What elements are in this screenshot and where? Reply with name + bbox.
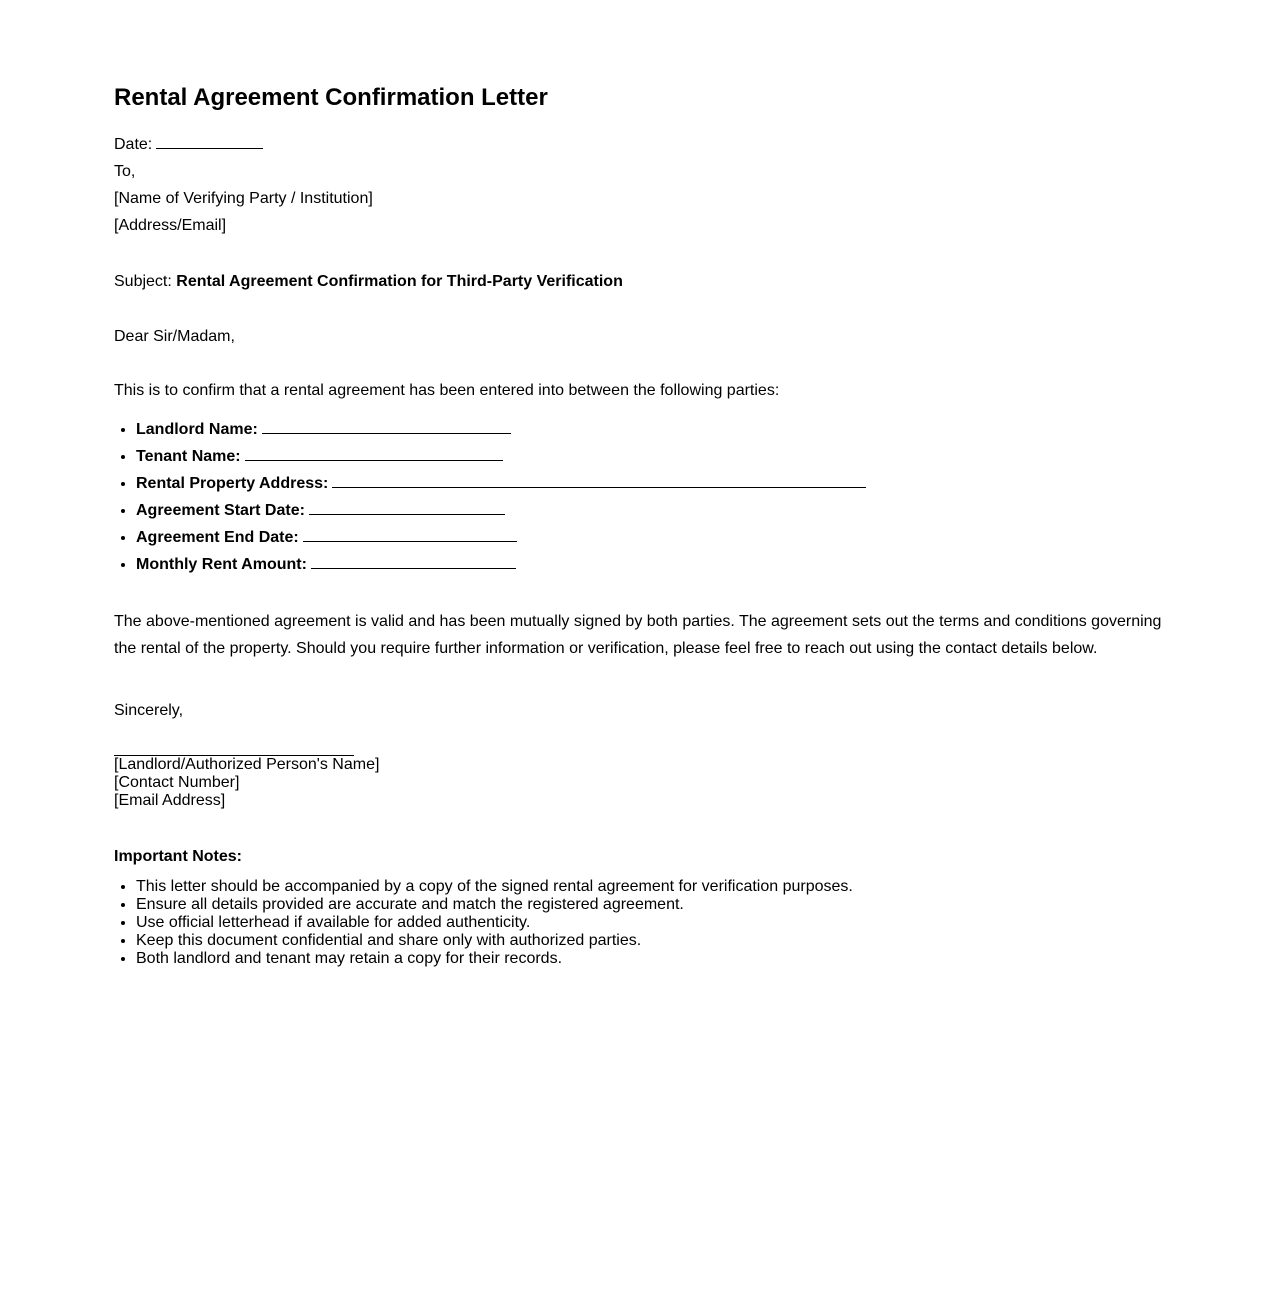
party-item-end-date bbox=[136, 524, 866, 551]
party-item-address bbox=[136, 470, 866, 497]
party-item-start-date bbox=[136, 497, 866, 524]
rent-amount-blank bbox=[311, 554, 516, 569]
tenant-name-blank bbox=[245, 446, 503, 461]
party-item-tenant bbox=[136, 443, 866, 470]
landlord-name-blank bbox=[262, 419, 511, 434]
subject-text: Rental Agreement Confirmation for Third-Party Verification bbox=[176, 273, 623, 290]
parties-list bbox=[114, 416, 866, 578]
notes-list bbox=[114, 878, 853, 968]
date-blank-line bbox=[156, 134, 263, 149]
signatory-contact: [Contact Number] bbox=[114, 774, 240, 791]
note-item: • Use official letterhead if available for added authenticity. bbox=[136, 914, 853, 932]
closing: Sincerely, bbox=[114, 702, 184, 719]
signature-block bbox=[114, 756, 379, 810]
party-item-landlord bbox=[136, 416, 866, 443]
note-item: • Keep this document confidential and share only with authorized parties. bbox=[136, 932, 853, 950]
recipient-address: [Address/Email] bbox=[114, 217, 227, 234]
date-line bbox=[114, 131, 373, 158]
start-date-blank bbox=[309, 500, 505, 515]
signatory-name: [Landlord/Authorized Person's Name] bbox=[114, 756, 380, 773]
note-item: • Both landlord and tenant may retain a copy for their records. bbox=[136, 950, 853, 968]
intro-text: This is to confirm that a rental agreement has been entered into between the following parties: bbox=[114, 382, 780, 399]
party-label: Agreement End Date: bbox=[136, 529, 299, 546]
party-label: Tenant Name: bbox=[136, 448, 241, 465]
recipient-name: [Name of Verifying Party / Institution] bbox=[114, 190, 373, 207]
property-address-blank bbox=[332, 473, 866, 488]
date-label: Date: bbox=[114, 136, 153, 153]
to-label: To, bbox=[114, 163, 136, 180]
subject-label: Subject: bbox=[114, 273, 172, 290]
party-label: Landlord Name: bbox=[136, 421, 258, 438]
signatory-email: [Email Address] bbox=[114, 792, 226, 809]
party-item-rent bbox=[136, 551, 866, 578]
subject-line bbox=[114, 268, 623, 295]
party-label: Monthly Rent Amount: bbox=[136, 556, 307, 573]
party-label: Rental Property Address: bbox=[136, 475, 329, 492]
party-label: Agreement Start Date: bbox=[136, 502, 305, 519]
end-date-blank bbox=[303, 527, 517, 542]
body-paragraph: The above-mentioned agreement is valid and has been mutually signed by both parties. The agreement sets out the terms and conditions governing the rental of the property. Should you require further information or verification, please feel free to reach out using the contact details below. bbox=[114, 613, 1162, 657]
note-item: • Ensure all details provided are accurate and match the registered agreement. bbox=[136, 896, 853, 914]
greeting: Dear Sir/Madam, bbox=[114, 328, 235, 345]
page-title: Rental Agreement Confirmation Letter bbox=[114, 84, 548, 111]
note-item: • This letter should be accompanied by a copy of the signed rental agreement for verification purposes. bbox=[136, 878, 853, 896]
letter-header bbox=[114, 131, 373, 239]
notes-title: Important Notes: bbox=[114, 848, 242, 865]
